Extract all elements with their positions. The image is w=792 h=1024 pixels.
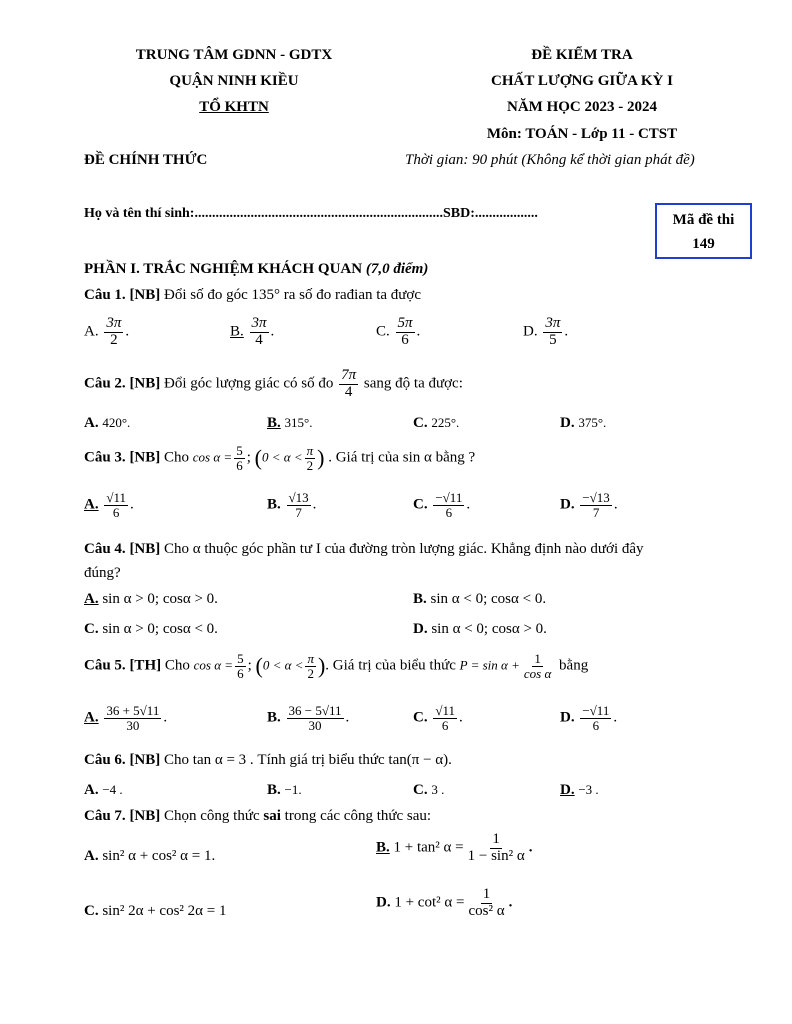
exam-code-label: Mã đề thi [672, 212, 735, 228]
q4-option-b-value: sin α < 0; cosα < 0. [430, 591, 547, 607]
q6-option-d-letter: D. [560, 782, 575, 798]
q5-text-c: bằng [559, 657, 589, 674]
q7-option-a-letter: A. [84, 848, 99, 864]
question-2 [84, 368, 463, 401]
q3-b-num: √13 [288, 490, 309, 505]
q1-option-d-letter: D. [523, 323, 538, 340]
q4-option-a-value: sin α > 0; cosα > 0. [102, 591, 218, 607]
q6-option-c-letter: C. [413, 782, 428, 798]
q4-option-d-value: sin α < 0; cosα > 0. [431, 621, 547, 637]
q5-d-num: −√11 [582, 703, 610, 718]
q4-option-d-letter: D. [413, 621, 428, 637]
q5-option-d[interactable]: D. $\frac{-√11}{6}$ . [560, 703, 618, 733]
q6-option-a-letter: A. [84, 782, 99, 798]
q3-text-a: Cho [164, 449, 190, 466]
exam-code-value: 149 [692, 236, 715, 252]
q7-option-c-letter: C. [84, 903, 99, 919]
exam-title: ĐỀ KIỂM TRA [531, 47, 633, 63]
q1-option-b[interactable]: B. $\frac{3\pi}{4}$ . [230, 315, 275, 348]
q7-option-b-letter: B. [376, 839, 390, 856]
q3-cond: 0 < α < [261, 449, 303, 465]
q5-option-d-letter: D. [560, 709, 575, 726]
q1-text: Đổi số đo góc 135° ra số đo rađian ta được [164, 287, 422, 303]
q1-level: [NB] [129, 287, 161, 303]
q1-b-num: 3π [251, 315, 267, 331]
q5-option-b-letter: B. [267, 709, 281, 726]
q6-option-d[interactable] [560, 782, 599, 799]
q2-option-d[interactable] [560, 415, 606, 432]
department-label: TỔ KHTN [199, 99, 269, 115]
q3-b-den: 7 [295, 504, 302, 520]
q3-cond-num: π [306, 443, 314, 458]
q3-option-a[interactable]: A. $\frac{√11}{6}$ . [84, 490, 134, 520]
q7-option-a-value: sin² α + cos² α = 1. [102, 848, 216, 864]
section-heading: PHẦN I. TRẮC NGHIỆM KHÁCH QUAN [84, 261, 363, 277]
q2-level: [NB] [129, 375, 161, 392]
q5-b-num: 36 − 5√11 [288, 703, 342, 718]
q2-option-a-value: 420°. [102, 415, 131, 430]
q7-option-b-lhs: 1 + tan² α = [393, 839, 464, 856]
q7-option-b[interactable] [376, 832, 532, 865]
q5-expr-num: 1 [534, 651, 541, 666]
q5-option-c[interactable]: C. $\frac{√11}{6}$ . [413, 703, 463, 733]
q7-text-b: trong các công thức sau: [284, 808, 432, 824]
q7-option-d-end: . [508, 894, 513, 911]
q5-a-num: 36 + 5√11 [106, 703, 160, 718]
q5-a-den: 30 [126, 717, 140, 733]
q4-option-d[interactable] [413, 621, 547, 638]
q6-option-a-value: −4 . [102, 782, 123, 797]
q3-option-c[interactable]: C. $\frac{-√11}{6}$ . [413, 490, 471, 520]
q6-option-c[interactable] [413, 782, 444, 799]
q6-option-d-value: −3 . [578, 782, 599, 797]
time-limit: Thời gian: 90 phút (Không kể thời gian phát đề) [405, 152, 695, 168]
subject-line: Môn: TOÁN - Lớp 11 - CTST [486, 126, 678, 142]
q4-option-a[interactable] [84, 591, 218, 608]
question-7 [84, 808, 431, 825]
q5-level: [TH] [129, 657, 162, 674]
q3-a-den: 6 [112, 504, 120, 520]
q3-cos-lhs: cos α = [192, 449, 233, 465]
q2-option-b[interactable] [267, 415, 312, 432]
q2-option-b-value: 315°. [284, 415, 313, 430]
q5-text-a: Cho [164, 657, 190, 674]
q2-option-b-letter: B. [267, 415, 281, 431]
q7-b-num: 1 [492, 831, 500, 847]
q3-option-c-letter: C. [413, 496, 428, 513]
q7-option-b-end: . [528, 839, 533, 856]
q1-option-b-letter: B. [230, 323, 244, 340]
q5-cos-den: 6 [237, 665, 244, 681]
q4-text-line2: đúng? [84, 565, 121, 581]
q1-b-den: 4 [255, 331, 263, 348]
q6-option-b-value: −1. [284, 782, 302, 797]
q5-cond-num: π [307, 651, 314, 666]
q1-option-c[interactable]: C. $\frac{5\pi}{6}$ . [376, 315, 421, 348]
q7-option-d-letter: D. [376, 894, 391, 911]
q5-option-b[interactable]: B. $\frac{36 - 5√11}{30}$ . [267, 703, 350, 733]
question-1 [84, 287, 421, 304]
question-4 [84, 541, 644, 558]
district-name: QUẬN NINH KIỀU [169, 73, 299, 89]
q5-c-num: √11 [435, 703, 455, 718]
q5-d-den: 6 [592, 717, 600, 733]
q3-label: Câu 3. [84, 449, 126, 466]
q5-cond: 0 < α < [262, 657, 304, 673]
q3-cond-den: 2 [306, 457, 314, 473]
q7-text-a: Chọn công thức [164, 808, 260, 824]
q2-option-d-value: 375°. [578, 415, 607, 430]
q1-d-den: 5 [549, 331, 557, 348]
section-points: (7,0 điểm) [365, 261, 429, 277]
q3-c-den: 6 [445, 504, 453, 520]
q7-label: Câu 7. [84, 808, 126, 824]
q7-d-num: 1 [482, 886, 491, 902]
q3-d-den: 7 [592, 504, 600, 520]
q1-a-num: 3π [106, 315, 122, 331]
q3-cos-num: 5 [236, 443, 243, 458]
q1-option-a-letter: A. [84, 323, 99, 340]
q5-label: Câu 5. [84, 657, 126, 674]
q3-d-num: −√13 [582, 490, 610, 505]
q3-cos-den: 6 [236, 457, 243, 473]
q3-level: [NB] [129, 449, 161, 466]
school-name: TRUNG TÂM GDNN - GDTX [135, 47, 333, 63]
q3-a-num: √11 [106, 490, 126, 505]
q5-option-a-letter: A. [84, 709, 99, 726]
q3-c-num: −√11 [435, 490, 463, 505]
q4-option-b[interactable] [413, 591, 546, 608]
q5-cos-num: 5 [237, 651, 244, 666]
q5-option-a[interactable]: A. $\frac{36 + 5√11}{30}$ . [84, 703, 168, 733]
q5-expr: P = sin α + [459, 657, 520, 673]
q7-option-c-value: sin² 2α + cos² 2α = 1 [102, 903, 227, 919]
q2-option-c-value: 225°. [431, 415, 460, 430]
q1-c-den: 6 [401, 331, 409, 348]
q2-option-d-letter: D. [560, 415, 575, 431]
q7-option-d-lhs: 1 + cot² α = [394, 894, 465, 911]
q1-d-num: 3π [545, 315, 561, 331]
q7-option-c[interactable] [84, 903, 226, 920]
student-info-line: Họ và tên thí sinh:.......................................................................SBD:.................. [84, 206, 538, 221]
q1-option-c-letter: C. [376, 323, 390, 340]
q5-expr-den: cos α [523, 665, 552, 681]
q5-text-b: . Giá trị của biểu thức [325, 657, 456, 674]
school-year: NĂM HỌC 2023 - 2024 [507, 99, 657, 115]
q4-option-c-value: sin α > 0; cosα < 0. [102, 621, 218, 637]
q3-option-a-letter: A. [84, 496, 99, 513]
q2-frac-num: 7π [341, 367, 357, 383]
q5-c-den: 6 [441, 717, 449, 733]
q1-option-a[interactable]: A. $\frac{3\pi}{2}$ . [84, 315, 130, 348]
q4-option-a-letter: A. [84, 591, 99, 607]
q4-option-b-letter: B. [413, 591, 427, 607]
q7-option-d[interactable] [376, 887, 512, 920]
q2-text-b: sang độ ta được: [363, 375, 463, 392]
q3-option-d[interactable]: D. $\frac{-√13}{7}$ . [560, 490, 618, 520]
q5-cos-lhs: cos α = [193, 657, 234, 673]
q2-frac-den: 4 [344, 383, 353, 400]
q5-option-c-letter: C. [413, 709, 428, 726]
q4-level: [NB] [129, 541, 161, 557]
q2-label: Câu 2. [84, 375, 126, 392]
q6-level: [NB] [129, 752, 161, 768]
q2-option-c-letter: C. [413, 415, 428, 431]
department-name [84, 99, 384, 116]
question-5: Câu 5. [TH] Cho cos α = $\frac{5}{6}$ ; (0 < α < $\frac{\pi}{2}$ ). Giá trị của biểu thức P = sin α + $\frac{1}{\text{cos α}}$ bằng [84, 651, 589, 681]
exam-subtitle: CHẤT LƯỢNG GIỮA KỲ I [491, 73, 673, 89]
q1-option-d[interactable]: D. $\frac{3\pi}{5}$ . [523, 315, 569, 348]
q5-cond-den: 2 [307, 665, 314, 681]
q1-c-num: 5π [397, 315, 413, 331]
q6-option-b-letter: B. [267, 782, 281, 798]
q3-option-b-letter: B. [267, 496, 281, 513]
q6-text: Cho tan α = 3 . Tính giá trị biểu thức tan(π − α). [164, 752, 452, 768]
q5-b-den: 30 [308, 717, 322, 733]
q4-option-c[interactable] [84, 621, 218, 638]
section-title [84, 261, 428, 278]
q2-text-a: Đổi góc lượng giác có số đo [164, 375, 334, 392]
q3-text-b: . Giá trị của sin α bằng ? [328, 449, 476, 466]
q2-option-c[interactable] [413, 415, 459, 432]
q2-option-a[interactable] [84, 415, 130, 432]
q3-option-b[interactable]: B. $\frac{√13}{7}$ . [267, 490, 317, 520]
q4-option-c-letter: C. [84, 621, 99, 637]
q6-option-b[interactable] [267, 782, 302, 799]
q7-d-den: cos² α [468, 902, 505, 919]
q2-option-a-letter: A. [84, 415, 99, 431]
q3-option-d-letter: D. [560, 496, 575, 513]
official-label: ĐỀ CHÍNH THỨC [84, 152, 208, 168]
question-3: Câu 3. [NB] Cho cos α = $\frac{5}{6}$ ; (0 < α < $\frac{\pi}{2}$ ) . Giá trị của sin α bằng ? [84, 443, 476, 473]
q7-text-bold: sai [263, 808, 281, 824]
q6-label: Câu 6. [84, 752, 126, 768]
q7-b-den: 1 − sin² α [467, 847, 525, 864]
q1-a-den: 2 [110, 331, 118, 348]
q7-option-a[interactable] [84, 848, 215, 865]
q4-label: Câu 4. [84, 541, 126, 557]
exam-code-box [655, 203, 752, 259]
q4-text-line1: Cho α thuộc góc phần tư I của đường tròn lượng giác. Khẳng định nào dưới đây [164, 541, 644, 557]
q6-option-a[interactable] [84, 782, 123, 799]
q1-label: Câu 1. [84, 287, 126, 303]
q6-option-c-value: 3 . [431, 782, 445, 797]
q7-level: [NB] [129, 808, 161, 824]
question-6 [84, 752, 452, 769]
